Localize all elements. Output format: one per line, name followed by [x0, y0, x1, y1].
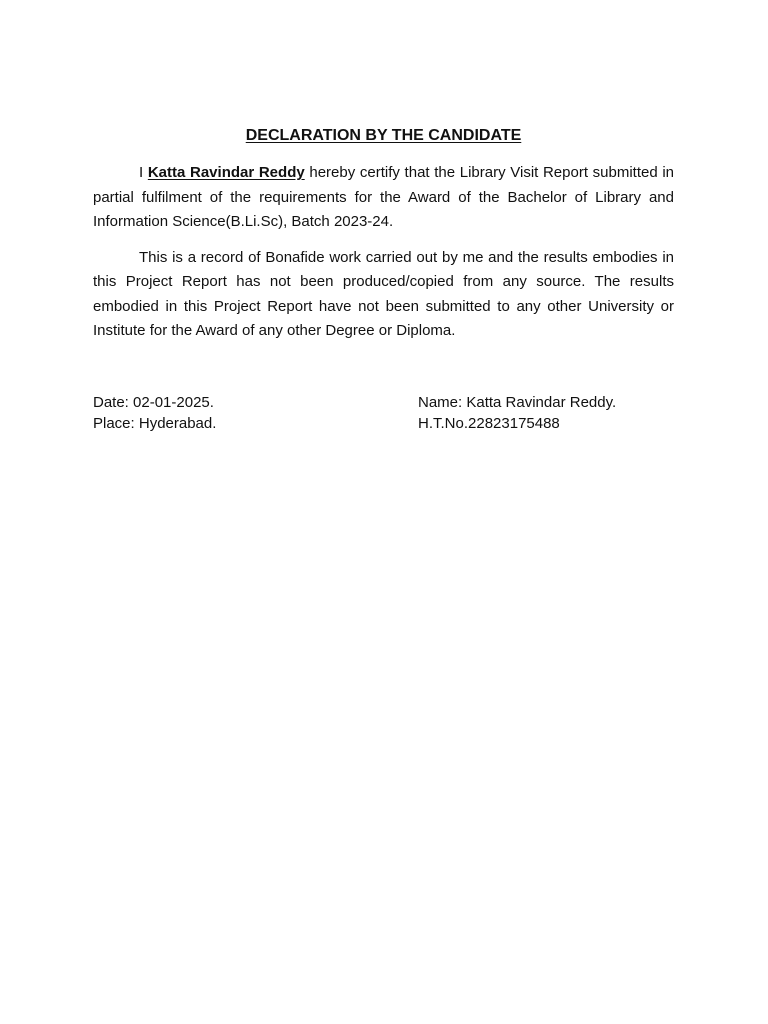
certification-text: hereby certify that the Library Visit Report submitted in partial fulfilment of the requirements for the Award of the Bachelor of Library and Information Science(B.Li.Sc), Batch 2023-24. [93, 164, 675, 230]
hall-ticket-number-line: H.T.No.22823175488 [418, 414, 560, 432]
signature-details [93, 392, 674, 434]
certification-prefix: I [139, 164, 144, 181]
candidate-name: Katta Ravindar Reddy [147, 164, 305, 181]
name-line: Name: Katta Ravindar Reddy. [418, 393, 617, 411]
certification-paragraph [93, 161, 674, 235]
bonafide-paragraph: This is a record of Bonafide work carried out by me and the results embodies in this Project Report has not been produced/copied from any source. The results embodied in this Project Report have not been submitted to any other University or Institute for the Award of any other Degree or Diploma. [93, 248, 674, 339]
declaration-content [93, 124, 674, 434]
date-line: Date: 02-01-2025. [93, 393, 214, 411]
document-title: DECLARATION BY THE CANDIDATE [245, 127, 522, 144]
place-line: Place: Hyderabad. [93, 414, 217, 432]
